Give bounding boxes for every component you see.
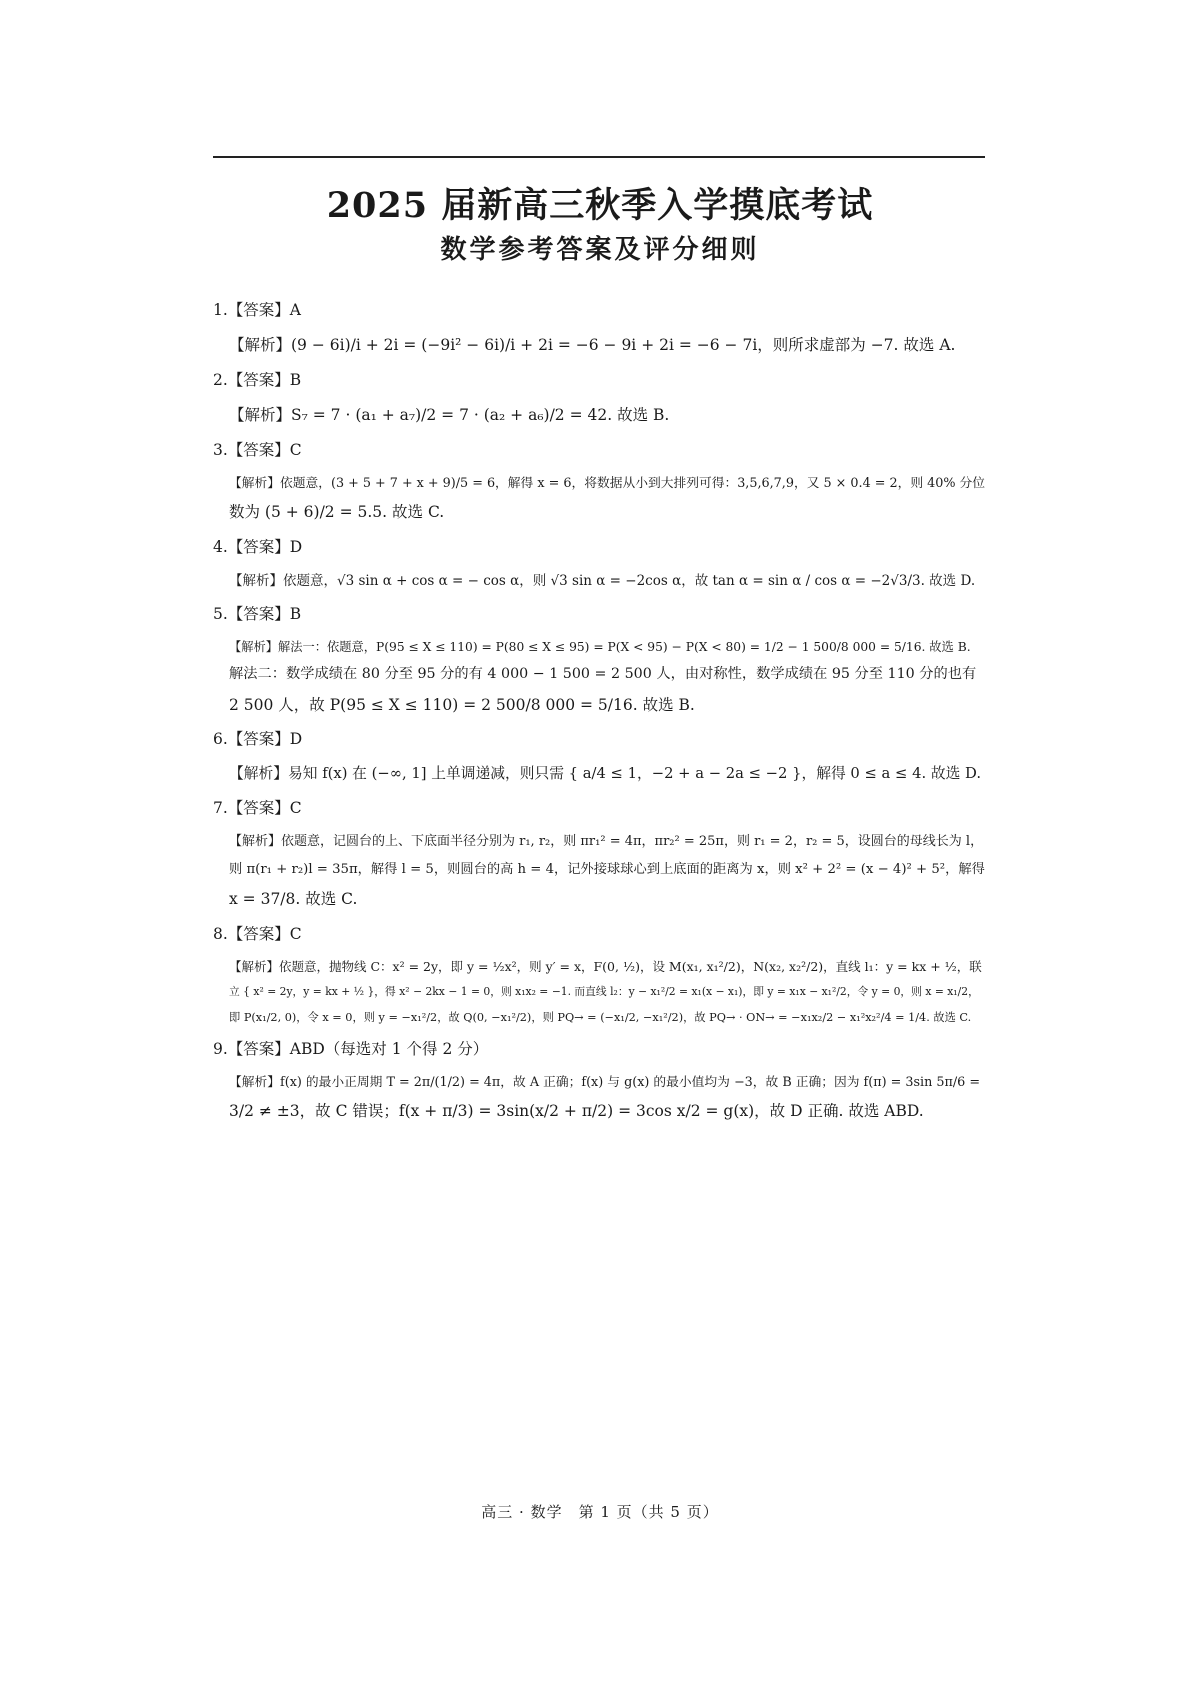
explanation bbox=[229, 1074, 985, 1122]
explanation-line: 则 π(r₁ + r₂)l = 35π，解得 l = 5，则圆台的高 h = 4，记外接球球心到上底面的距离为 x，则 x² + 2² = (x − 4)² + 5²，解得 bbox=[229, 861, 985, 877]
question-block bbox=[213, 300, 985, 356]
explanation bbox=[229, 405, 985, 426]
explanation bbox=[229, 335, 985, 356]
explanation-line: x = 37/8. 故选 C. bbox=[229, 889, 358, 908]
top-divider bbox=[213, 156, 985, 158]
answer-line: 4.【答案】D bbox=[213, 537, 303, 556]
question-block bbox=[213, 370, 985, 426]
explanation-line: 解法二：数学成绩在 80 分至 95 分的有 4 000 − 1 500 = 2 500 人，由对称性，数学成绩在 95 分至 110 分的也有 bbox=[229, 666, 977, 683]
question-block bbox=[213, 1039, 985, 1122]
document-title: 2025 届新高三秋季入学摸底考试 bbox=[326, 185, 874, 226]
explanation-line: 【解析】易知 f(x) 在 (−∞, 1] 上单调递减，则只需 { a/4 ≤ 1，−2 + a − 2a ≤ −2 }，解得 0 ≤ a ≤ 4. 故选 D. bbox=[229, 765, 982, 783]
explanation bbox=[229, 959, 985, 1026]
explanation bbox=[229, 572, 985, 590]
answer-line: 8.【答案】C bbox=[213, 924, 302, 943]
explanation bbox=[229, 764, 985, 784]
explanation-line: 【解析】依题意，(3 + 5 + 7 + x + 9)/5 = 6，解得 x = 6，将数据从小到大排列可得：3,5,6,7,9，又 5 × 0.4 = 2，则 40% 分位 bbox=[229, 475, 986, 491]
answer-line: 9.【答案】ABD（每选对 1 个得 2 分） bbox=[213, 1040, 489, 1059]
explanation bbox=[229, 475, 985, 523]
explanation-line: 立 { x² = 2y，y = kx + ½ }，得 x² − 2kx − 1 = 0，则 x₁x₂ = −1. 而直线 l₂：y − x₁²/2 = x₁(x − x₁)，即 y = x₁x − x₁²/2，令 y = 0，则 x = x₁/2， bbox=[229, 985, 979, 999]
explanation-line: 【解析】解法一：依题意，P(95 ≤ X ≤ 110) = P(80 ≤ X ≤ 95) = P(X < 95) − P(X < 80) = 1/2 − 1 500/8 000 = 5/16. 故选 B. bbox=[229, 639, 971, 654]
question-block bbox=[213, 604, 985, 716]
page-footer: 高三 · 数学 第 1 页（共 5 页） bbox=[481, 1503, 719, 1521]
explanation-line: 【解析】依题意，√3 sin α + cos α = − cos α，则 √3 sin α = −2cos α，故 tan α = sin α / cos α = −2√3/3. 故选 D. bbox=[229, 572, 976, 589]
explanation-line: 【解析】S₇ = 7 · (a₁ + a₇)/2 = 7 · (a₂ + a₆)/2 = 42. 故选 B. bbox=[229, 405, 670, 424]
answer-line: 5.【答案】B bbox=[213, 604, 302, 623]
answer-line: 2.【答案】B bbox=[213, 370, 302, 389]
explanation-line: 【解析】依题意，记圆台的上、下底面半径分别为 r₁, r₂，则 πr₁² = 4π，πr₂² = 25π，则 r₁ = 2，r₂ = 5，设圆台的母线长为 l， bbox=[229, 834, 984, 850]
explanation-line: 【解析】依题意，抛物线 C：x² = 2y，即 y = ½x²，则 y′ = x，F(0, ½)，设 M(x₁, x₁²/2)，N(x₂, x₂²/2)，直线 l₁：y = kx + ½，联 bbox=[229, 958, 982, 974]
explanation-line: 2 500 人，故 P(95 ≤ X ≤ 110) = 2 500/8 000 = 5/16. 故选 B. bbox=[229, 695, 695, 714]
question-block bbox=[213, 924, 985, 1025]
answer-line: 1.【答案】A bbox=[213, 301, 301, 319]
answer-line: 3.【答案】C bbox=[213, 440, 302, 459]
document-subtitle: 数学参考答案及评分细则 bbox=[440, 235, 760, 265]
answer-line: 7.【答案】C bbox=[213, 799, 302, 818]
question-block bbox=[213, 798, 985, 909]
question-block bbox=[213, 440, 985, 523]
explanation bbox=[229, 639, 985, 716]
answer-line: 6.【答案】D bbox=[213, 730, 303, 749]
answer-content bbox=[213, 300, 985, 1136]
question-block bbox=[213, 537, 985, 590]
explanation-line: 3/2 ≠ ±3，故 C 错误；f(x + π/3) = 3sin(x/2 + π/2) = 3cos x/2 = g(x)，故 D 正确. 故选 ABD. bbox=[229, 1102, 924, 1121]
explanation-line: 【解析】f(x) 的最小正周期 T = 2π/(1/2) = 4π，故 A 正确；f(x) 与 g(x) 的最小值均为 −3，故 B 正确；因为 f(π) = 3sin 5π/6 = bbox=[229, 1074, 981, 1090]
question-block bbox=[213, 729, 985, 784]
explanation-line: 数为 (5 + 6)/2 = 5.5. 故选 C. bbox=[229, 502, 445, 521]
explanation bbox=[229, 833, 985, 909]
explanation-line: 即 P(x₁/2, 0)，令 x = 0，则 y = −x₁²/2，故 Q(0, −x₁²/2)，则 PQ→ = (−x₁/2, −x₁²/2)，故 PQ→ · ON→ = −x₁x₂/2 − x₁²x₂²/4 = 1/4. 故选 C. bbox=[229, 1010, 972, 1024]
explanation-line: 【解析】(9 − 6i)/i + 2i = (−9i² − 6i)/i + 2i = −6 − 9i + 2i = −6 − 7i，则所求虚部为 −7. 故选 A. bbox=[229, 335, 956, 354]
